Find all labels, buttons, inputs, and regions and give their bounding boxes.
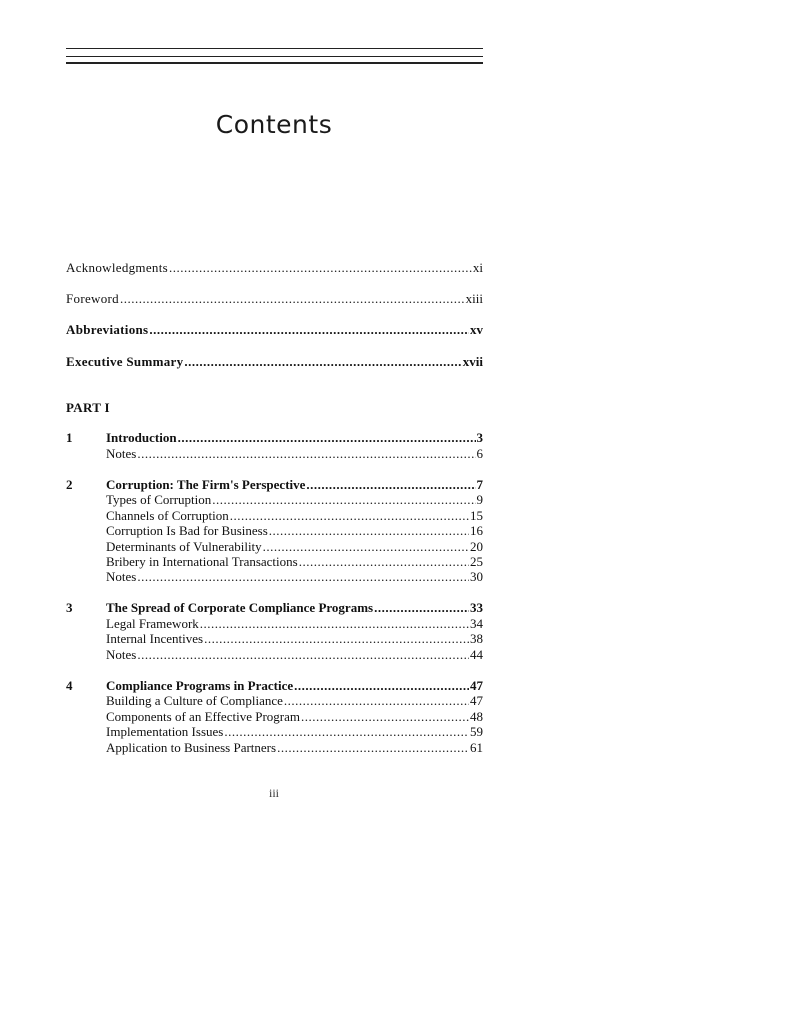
toc-entry-label: Application to Business Partners <box>106 740 277 755</box>
leader-dots <box>301 709 469 725</box>
toc-chapter-3[interactable] <box>106 600 483 616</box>
leader-dots <box>204 631 469 647</box>
part-heading: PART I <box>66 400 110 415</box>
toc-page-number: 7 <box>476 477 483 492</box>
toc-entry-label: Corruption Is Bad for Business <box>106 523 268 538</box>
toc-entry-label: Channels of Corruption <box>106 508 229 523</box>
chapter-number: 4 <box>66 678 73 693</box>
toc-page-number: 25 <box>470 554 483 569</box>
toc-section[interactable] <box>106 709 483 725</box>
leader-dots <box>120 291 465 307</box>
page-title: Contents <box>215 110 333 139</box>
toc-page-number: 20 <box>470 539 483 554</box>
toc-page-number: 47 <box>470 693 483 708</box>
toc-page-number: 44 <box>470 647 483 662</box>
toc-entry-label: The Spread of Corporate Compliance Programs <box>106 600 374 615</box>
toc-page-number: 3 <box>476 430 483 445</box>
toc-page-number: 47 <box>470 678 483 693</box>
leader-dots <box>263 539 469 555</box>
toc-page-number: 61 <box>470 740 483 755</box>
toc-section[interactable] <box>106 539 483 555</box>
toc-entry-label: Bribery in International Transactions <box>106 554 298 569</box>
chapter-number: 3 <box>66 600 73 615</box>
leader-dots <box>306 477 475 493</box>
toc-section[interactable] <box>106 616 483 632</box>
toc-section[interactable] <box>106 446 483 462</box>
header-rule <box>66 48 483 49</box>
leader-dots <box>299 554 469 570</box>
toc-section[interactable] <box>106 523 483 539</box>
leader-dots <box>374 600 469 616</box>
toc-page-number: xvii <box>462 354 483 369</box>
toc-entry-label: Foreword <box>66 291 119 306</box>
toc-page-number: 48 <box>470 709 483 724</box>
chapter-number: 1 <box>66 430 73 445</box>
toc-page-number: xv <box>470 322 483 337</box>
toc-entry-label: Types of Corruption <box>106 492 212 507</box>
toc-entry-label: Internal Incentives <box>106 631 204 646</box>
toc-entry-label: Notes <box>106 647 137 662</box>
toc-page-number: 59 <box>470 724 483 739</box>
toc-chapter-4[interactable] <box>106 678 483 694</box>
toc-page-number: 15 <box>470 508 483 523</box>
toc-page-number: 33 <box>470 600 483 615</box>
toc-section[interactable] <box>106 492 483 508</box>
leader-dots <box>137 647 469 663</box>
toc-entry-label: Introduction <box>106 430 177 445</box>
toc-page-number: 38 <box>470 631 483 646</box>
toc-page-number: 9 <box>476 492 483 507</box>
chapter-number: 2 <box>66 477 73 492</box>
toc-entry-label: Components of an Effective Program <box>106 709 300 724</box>
toc-section[interactable] <box>106 508 483 524</box>
toc-section[interactable] <box>106 740 483 756</box>
leader-dots <box>149 322 469 338</box>
leader-dots <box>284 693 469 709</box>
leader-dots <box>294 678 469 694</box>
toc-section[interactable] <box>106 693 483 709</box>
leader-dots <box>184 354 461 370</box>
toc-page-number: xi <box>472 260 483 275</box>
toc-entry-label: Legal Framework <box>106 616 199 631</box>
toc-entry-label: Executive Summary <box>66 354 184 369</box>
leader-dots <box>230 508 469 524</box>
leader-dots <box>169 260 472 276</box>
toc-section[interactable] <box>106 569 483 585</box>
toc-entry-label: Implementation Issues <box>106 724 224 739</box>
toc-entry-abbreviations[interactable] <box>66 322 483 338</box>
toc-chapter-2[interactable] <box>106 477 483 493</box>
toc-entry-label: Corruption: The Firm's Perspective <box>106 477 306 492</box>
leader-dots <box>277 740 469 756</box>
leader-dots <box>137 569 469 585</box>
toc-chapter-1[interactable] <box>106 430 483 446</box>
toc-entry-foreword[interactable] <box>66 291 483 307</box>
toc-entry-acknowledgments[interactable] <box>66 260 483 276</box>
header-rule <box>66 56 483 57</box>
toc-page-number: 34 <box>470 616 483 631</box>
toc-entry-label: Building a Culture of Compliance <box>106 693 283 708</box>
toc-page-number: 6 <box>476 446 483 461</box>
page-number: iii <box>268 786 279 800</box>
toc-section[interactable] <box>106 647 483 663</box>
leader-dots <box>212 492 475 508</box>
toc-page-number: 16 <box>470 523 483 538</box>
toc-entry-executive-summary[interactable] <box>66 354 483 370</box>
toc-entry-label: Compliance Programs in Practice <box>106 678 294 693</box>
toc-page-number: 30 <box>470 569 483 584</box>
toc-section[interactable] <box>106 554 483 570</box>
toc-section[interactable] <box>106 724 483 740</box>
toc-entry-label: Determinants of Vulnerability <box>106 539 262 554</box>
leader-dots <box>269 523 469 539</box>
header-rule <box>66 62 483 64</box>
toc-entry-label: Notes <box>106 569 137 584</box>
leader-dots <box>200 616 469 632</box>
toc-entry-label: Acknowledgments <box>66 260 168 275</box>
leader-dots <box>178 430 476 446</box>
toc-entry-label: Notes <box>106 446 137 461</box>
toc-page-number: xiii <box>465 291 483 306</box>
leader-dots <box>137 446 475 462</box>
leader-dots <box>224 724 469 740</box>
toc-entry-label: Abbreviations <box>66 322 149 337</box>
toc-section[interactable] <box>106 631 483 647</box>
